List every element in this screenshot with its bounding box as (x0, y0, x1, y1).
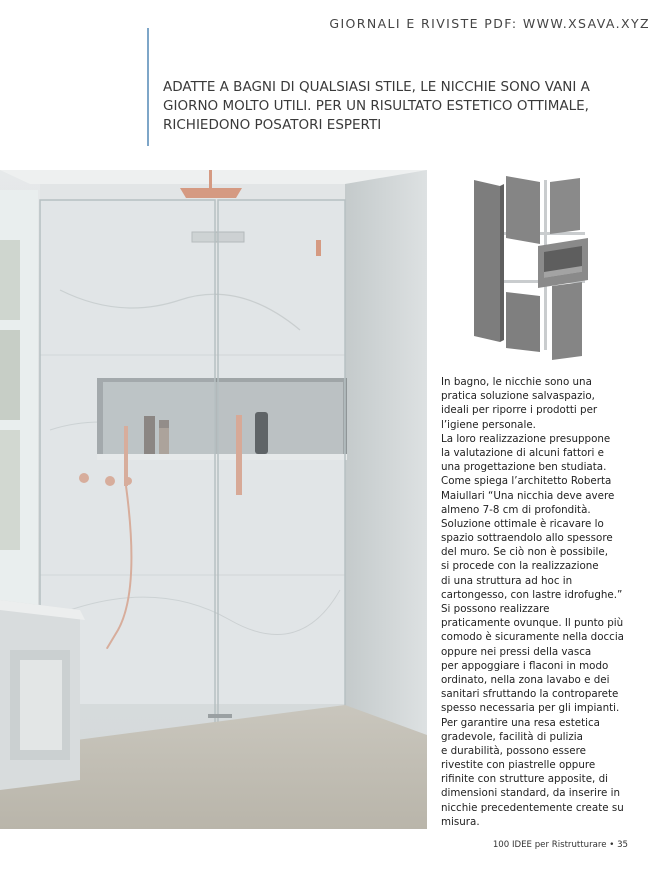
body-line: cartongesso, con lastre idrofughe.” (441, 588, 623, 601)
body-line: ideali per riporre i prodotti per (441, 404, 598, 417)
headline-line: RICHIEDONO POSATORI ESPERTI (163, 117, 382, 133)
body-line: La loro realizzazione presuppone (441, 432, 611, 445)
body-line: rifinite con strutture apposite, di (441, 773, 608, 786)
body-line: spesso necessaria per gli impianti. (441, 702, 620, 715)
body-line: di una struttura ad hoc in (441, 574, 573, 587)
body-line: rivestite con piastrelle oppure (441, 759, 596, 772)
shower-niche-photo (0, 170, 427, 829)
niche-structure-diagram (470, 172, 590, 364)
body-line: praticamente ovunque. Il punto più (441, 617, 624, 630)
headline-line: GIORNO MOLTO UTILI. PER UN RISULTATO ESTETICO OTTIMALE, (163, 98, 589, 114)
body-line: In bagno, le nicchie sono una (441, 376, 592, 388)
body-line: del muro. Se ciò non è possibile, (441, 546, 608, 559)
headline-line: ADATTE A BAGNI DI QUALSIASI STILE, LE NICCHIE SONO VANI A (163, 79, 590, 95)
body-line: ordinato, nella zona lavabo e dei (441, 673, 610, 686)
page-footer: 100 IDEE per Ristrutturare • 35 (492, 840, 628, 850)
body-line: Si possono realizzare (441, 603, 550, 615)
body-line: spazio sottraendolo allo spessore (441, 532, 613, 545)
body-line: dimensioni standard, da inserire in (441, 787, 620, 800)
body-line: la valutazione di alcuni fattori e (441, 446, 604, 459)
body-line: e durabilità, possono essere (441, 744, 586, 757)
body-line: Per garantire una resa estetica (441, 716, 600, 729)
body-line: gradevole, facilità di pulizia (441, 730, 583, 743)
article-body (441, 375, 661, 829)
body-line: per appoggiare i flaconi in modo (441, 659, 609, 672)
body-line: una progettazione ben studiata. (441, 461, 607, 474)
body-line: Come spiega l’architetto Roberta (441, 475, 612, 488)
body-line: Soluzione ottimale è ricavare lo (441, 517, 604, 530)
site-watermark: GIORNALI E RIVISTE PDF: WWW.XSAVA.XYZ (329, 16, 650, 31)
body-line: sanitari sfruttando la controparete (441, 688, 619, 701)
body-line: nicchie precedentemente create su (441, 801, 624, 814)
body-line: l’igiene personale. (441, 418, 536, 431)
body-line: comodo è sicuramente nella doccia (441, 631, 624, 644)
headline (163, 78, 653, 135)
accent-divider (147, 28, 149, 146)
body-line: almeno 7-8 cm di profondità. (441, 503, 591, 516)
body-line: pratica soluzione salvaspazio, (441, 390, 595, 403)
body-line: misura. (441, 815, 480, 828)
body-line: si procede con la realizzazione (441, 560, 599, 573)
body-line: oppure nei pressi della vasca (441, 645, 592, 658)
body-line: Maiullari “Una nicchia deve avere (441, 489, 615, 502)
